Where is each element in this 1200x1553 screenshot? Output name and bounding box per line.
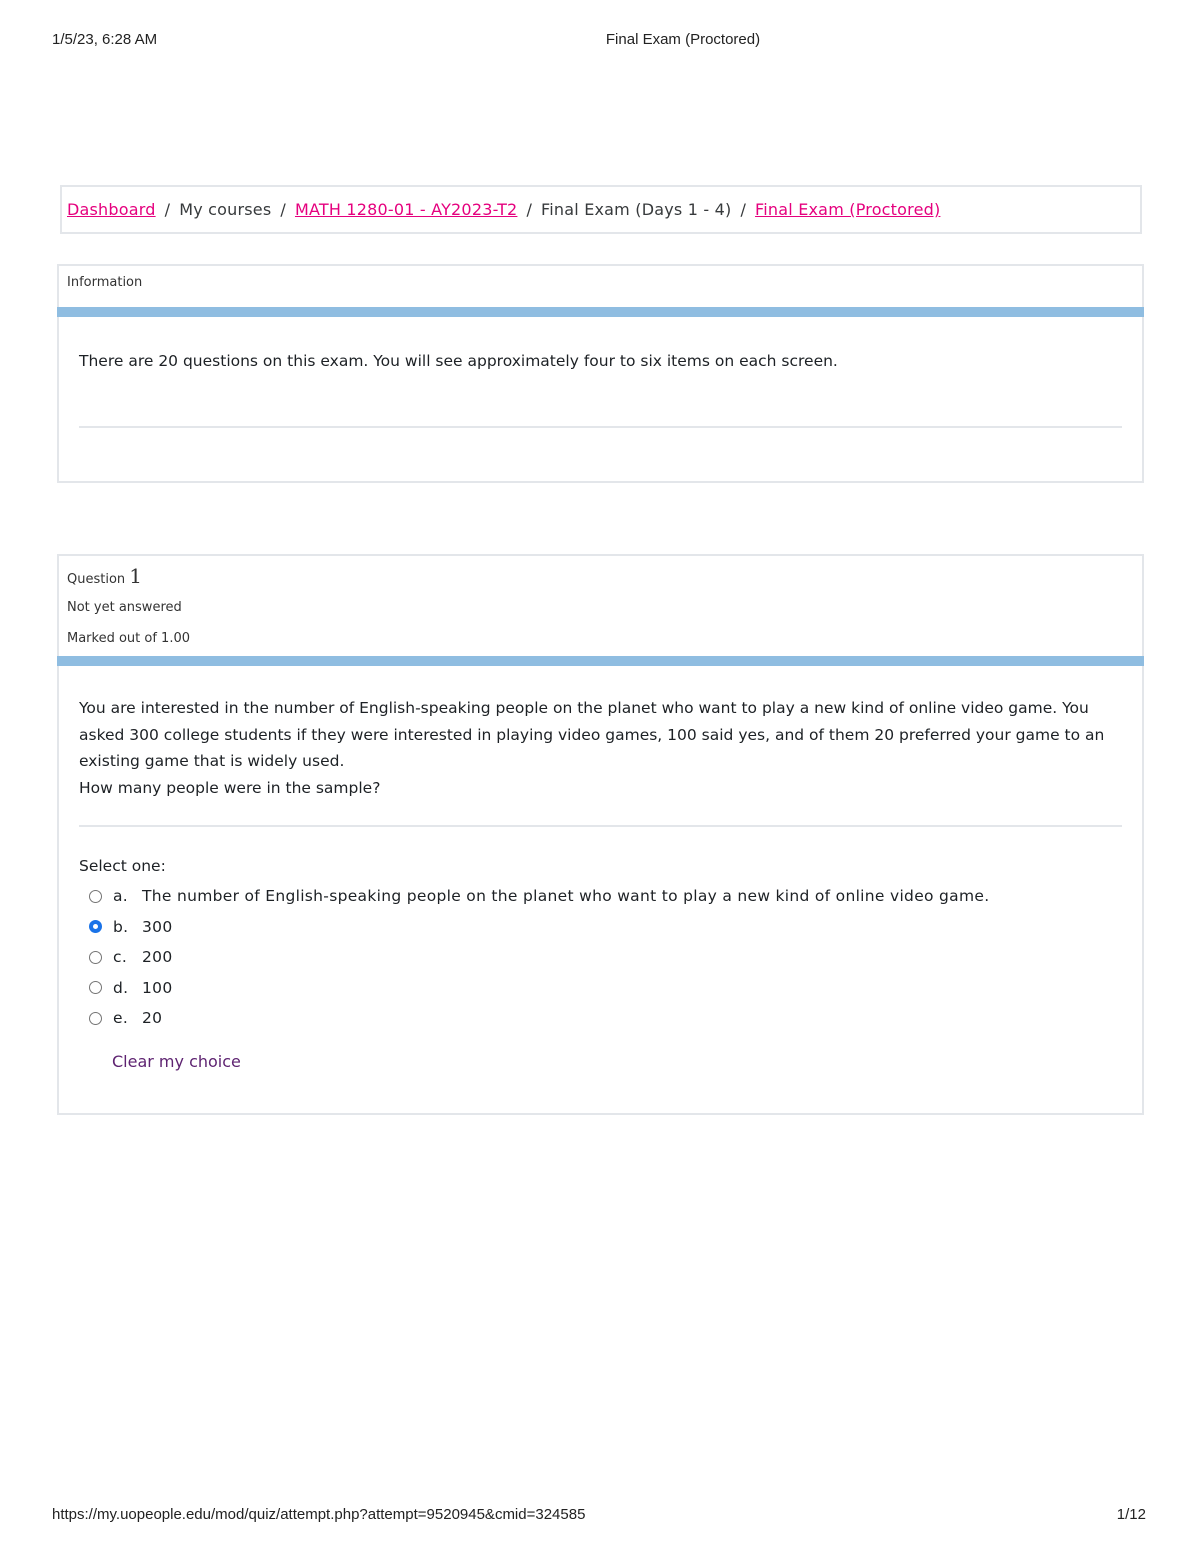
breadcrumb-section: Final Exam (Days 1 - 4) [541,200,732,219]
breadcrumb-course-link[interactable]: MATH 1280-01 - AY2023-T2 [294,200,518,219]
information-text: There are 20 questions on this exam. You will see approximately four to six items on each screen. [79,352,838,370]
answer-text: 20 [142,1009,163,1028]
question-text-prompt: How many people were in the sample? [79,778,381,797]
question-label: Question [67,572,126,587]
radio-option-e[interactable] [89,1012,102,1025]
answer-option-c[interactable] [79,942,1122,973]
answer-option-d[interactable] [79,973,1122,1004]
select-one-label: Select one: [79,857,166,875]
answer-letter: a. [113,887,129,906]
question-text [79,695,1122,801]
breadcrumb-separator: / [280,200,286,219]
radio-option-a[interactable] [89,890,102,903]
answer-option-b[interactable] [79,912,1122,943]
radio-option-b[interactable] [89,920,102,933]
breadcrumb-separator: / [740,200,747,219]
question-text-paragraph: You are interested in the number of English-speaking people on the planet who want to play a new kind of online video game. You asked 300 college students if they were interested in playing video games, 100 said yes, and of them 20 preferred your game to an existing game that is widely used. [79,699,1105,770]
answer-list [79,881,1122,1034]
print-url: https://my.uopeople.edu/mod/quiz/attempt.php?attempt=9520945&cmid=324585 [52,1506,586,1523]
answer-text: 100 [142,978,173,997]
question-divider [79,825,1122,827]
radio-option-d[interactable] [89,981,102,994]
answer-option-a[interactable] [79,881,1122,912]
print-datetime: 1/5/23, 6:28 AM [52,31,158,48]
clear-my-choice-link[interactable]: Clear my choice [112,1051,241,1071]
breadcrumb-quiz-link[interactable]: Final Exam (Proctored) [755,200,941,219]
breadcrumb-separator: / [526,200,533,219]
answer-text: 300 [142,917,173,936]
question-header-bar [57,656,1144,666]
breadcrumb-dashboard-link[interactable]: Dashboard [67,200,156,219]
information-divider [79,426,1122,428]
print-page-number: 1/12 [1116,1506,1146,1523]
question-info [59,556,1142,656]
question-marks: Marked out of 1.00 [67,631,191,646]
answer-letter: d. [113,978,129,997]
breadcrumb-separator: / [164,200,171,219]
answer-option-e[interactable] [79,1003,1122,1034]
answer-text: 200 [142,948,173,967]
question-status: Not yet answered [67,600,182,615]
answer-letter: b. [113,917,129,936]
answer-letter: c. [113,948,128,967]
question-title [67,564,142,588]
answer-text: The number of English-speaking people on the planet who want to play a new kind of online video game. [142,887,990,906]
information-card [57,264,1144,483]
question-card [57,554,1144,1115]
breadcrumb [60,185,1142,234]
answer-letter: e. [113,1009,129,1028]
breadcrumb-my-courses: My courses [179,200,272,219]
information-header-bar [57,307,1144,317]
question-number: 1 [129,564,143,588]
radio-option-c[interactable] [89,951,102,964]
information-heading: Information [67,275,143,290]
print-title: Final Exam (Proctored) [605,31,761,48]
